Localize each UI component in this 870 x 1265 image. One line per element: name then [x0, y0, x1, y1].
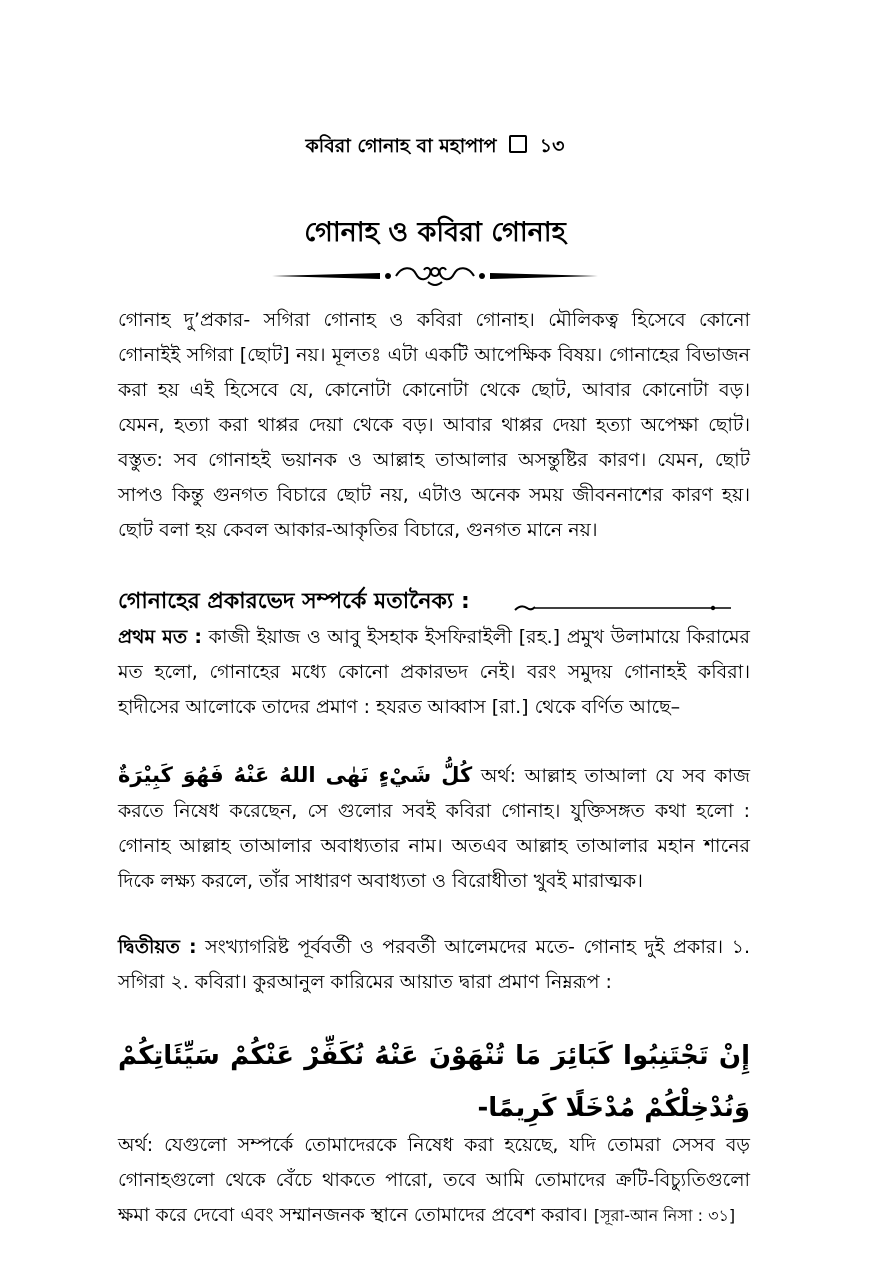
heading-flourish-icon [513, 603, 733, 613]
verse-translation-block [118, 1128, 750, 1233]
verse-arabic: إِنْ تَجْتَنِبُوا كَبَائِرَ مَا تُنْهَوْنَ عَنْهُ نُكَفِّرْ عَنْكُمْ سَيِّئَاتِكُمْ وَنُدْخِلْكُمْ مُدْخَلًا كَرِيمًا- [118, 1041, 750, 1123]
verse-translation-label: অর্থ: [118, 1134, 154, 1156]
square-bullet-icon [509, 135, 527, 153]
intro-paragraph: গোনাহ দু’প্রকার- সগিরা গোনাহ ও কবিরা গোনাহ। মৌলিকত্ব হিসেবে কোনো গোনাইই সগিরা [ছোট] নয়। মূলতঃ এটা একটি আপেক্ষিক বিষয়। গোনাহের বিভাজন করা হয় এই হিসেবে যে, কোনোটা কোনোটা থেকে ছোট, আবার কোনোটা বড়। যেমন, হত্যা করা থাপ্পর দেয়া থেকে বড়। আবার থাপ্পর দেয়া হত্যা অপেক্ষা ছোট। বস্তুত: সব গোনাহই ভয়ানক ও আল্লাহ তাআলার অসন্তুষ্টির কারণ। যেমন, ছোট সাপও কিন্তু গুনগত বিচারে ছোট নয়, এটাও অনেক সময় জীবননাশের কারণ হয়। ছোট বলা হয় কেবল আকার-আকৃতির বিচারে, গুনগত মানে নয়। [118, 309, 750, 541]
second-opinion-label: দ্বিতীয়ত : [118, 936, 197, 958]
second-opinion-text: সংখ্যাগরিষ্ট পূর্ববর্তী ও পরবর্তী আলেমদের মতে- গোনাহ দুই প্রকার। ১. সগিরা ২. কবিরা। কুরআনুল কারিমের আয়াত দ্বারা প্রমাণ নিম্নরূপ : [118, 936, 750, 993]
hadith-translation-label: অর্থ: [480, 765, 517, 787]
hadith-translation: আল্লাহ তাআলা যে সব কাজ করতে নিষেধ করেছেন, সে গুলোর সবই কবিরা গোনাহ। যুক্তিসঙ্গত কথা হলো : গোনাহ আল্লাহ তাআলার অবাধ্যতার নাম। অতএব আল্লাহ তাআলার মহান শানের দিকে লক্ষ্য করলে, তাঁর সাধারণ অবাধ্যতা ও বিরোধীতা খুবই মারাত্মক। [118, 765, 750, 892]
first-opinion [118, 620, 750, 725]
first-opinion-text: কাজী ইয়াজ ও আবু ইসহাক ইসফিরাইলী [রহ.] প্রমুখ উলামায়ে কিরামের মত হলো, গোনাহের মধ্যে কোনো প্রকারভদ নেই। বরং সমুদয় গোনাহই কবিরা। হাদীসের আলোকে তাদের প্রমাণ : হযরত আব্বাস [রা.] থেকে বর্ণিত আছে– [118, 626, 751, 718]
first-opinion-label: প্রথম মত : [118, 626, 202, 648]
verse-reference: [সূরা-আন নিসা : ৩১] [593, 1206, 736, 1225]
title-ornament-icon [270, 262, 600, 290]
verse-translation: যেগুলো সম্পর্কে তোমাদেরকে নিষেধ করা হয়েছে, যদি তোমরা সেসব বড় গোনাহগুলো থেকে বেঁচে থাকতে পারো, তবে আমি তোমাদের ক্রটি-বিচ্যুতিগুলো ক্ষমা করে দেবো এবং সম্মানজনক স্থানে তোমাদের প্রবেশ করাব। [118, 1134, 750, 1226]
second-opinion [118, 930, 750, 1000]
running-header [0, 132, 870, 164]
section-heading-text: গোনাহের প্রকারভেদ সম্পর্কে মতানৈক্য : [118, 589, 470, 614]
running-title: কবিরা গোনাহ বা মহাপাপ [305, 135, 497, 157]
hadith-arabic: كُلُّ شَيْءٍ نَهٰى اللهُ عَنْهُ فَهُوَ كَبِيْرَةٌ [118, 763, 473, 787]
hadith-block [118, 758, 750, 899]
page-number: ১৩ [539, 135, 565, 157]
section-heading [118, 584, 750, 624]
chapter-title: গোনাহ ও কবিরা গোনাহ [304, 217, 566, 248]
